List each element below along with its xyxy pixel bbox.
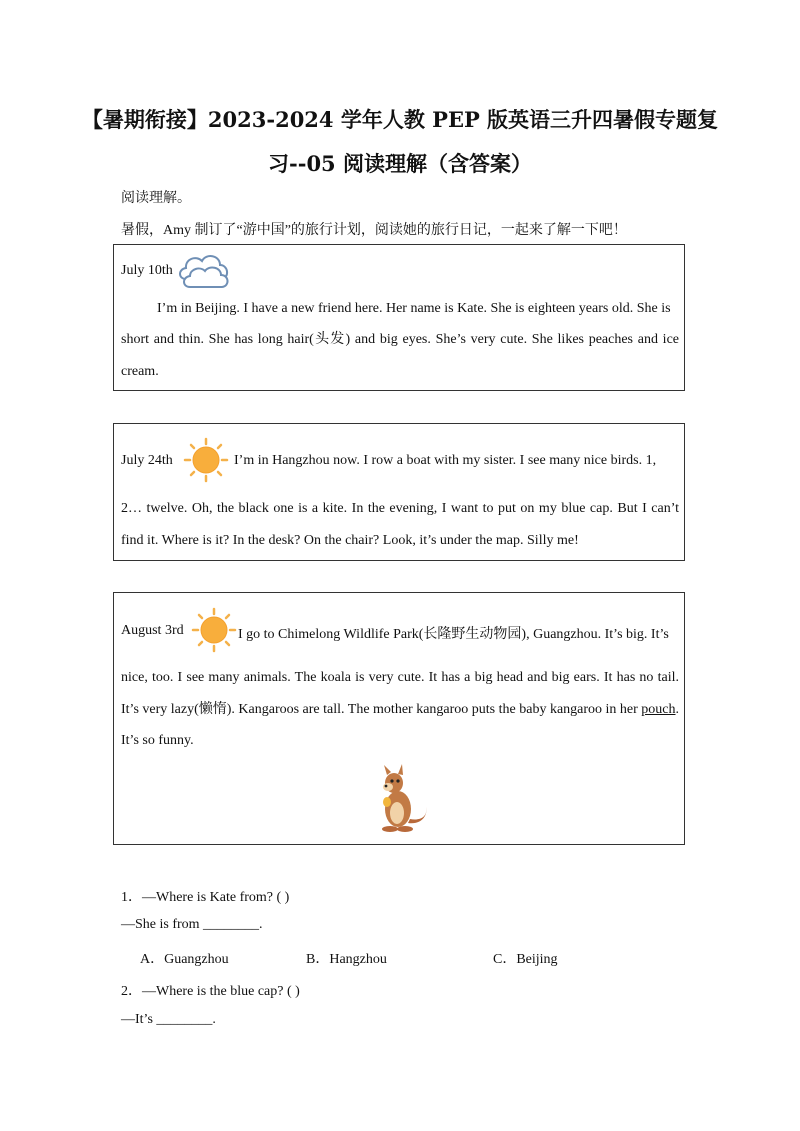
question-2-answer-line: —It’s ________. — [121, 1012, 216, 1027]
question-1-answer-line: —She is from ________. — [121, 917, 263, 932]
entry-text-rest: short and thin. She has long hair(头发) and big eyes. She’s very cute. She likes peaches and ice cream. — [121, 332, 679, 379]
kangaroo-icon — [372, 763, 432, 835]
entry-text-first: I’m in Beijing. I have a new friend here. Her name is Kate. She is eighteen years old. She is — [157, 301, 671, 316]
instruction-text: 暑假，Amy 制订了“游中国”的旅行计划，阅读她的旅行日记，一起来了解一下吧！ — [121, 223, 627, 238]
entry-text-first: I’m in Hangzhou now. I row a boat with my sister. I see many nice birds. 1, — [234, 453, 657, 468]
entry-text-first: I go to Chimelong Wildlife Park(长隆野生动物园), Guangzhou. It’s big. It’s — [238, 627, 669, 642]
diary-entry-august-3 — [113, 592, 685, 845]
question-1-stem: 1．—Where is Kate from? ( ) — [121, 890, 290, 905]
entry-text-rest — [121, 662, 679, 757]
underlined-word-pouch: pouch — [641, 701, 676, 717]
entry-text-rest-a: nice, too. I see many animals. The koala is very cute. It has a big head and big ears. It has no tail. It’s very lazy(懒惰). Kangaroos are tall. The mother kangaroo puts the baby kangaroo in her — [121, 670, 679, 717]
diary-entry-july-10 — [113, 244, 685, 391]
entry-date: July 24th — [121, 453, 173, 468]
sun-icon — [191, 607, 237, 653]
page-title-line-1: 【暑期衔接】2023-2024 学年人教 PEP 版英语三升四暑假专题复 — [81, 107, 719, 132]
entry-text-rest: 2… twelve. Oh, the black one is a kite. In the evening, I want to put on my blue cap. But I can’t find it. Where is it? In the desk? On the chair? Look, it’s under the map. Silly me! — [121, 501, 679, 548]
question-1-option-c[interactable]: C．Beijing — [493, 952, 558, 967]
section-heading: 阅读理解。 — [121, 191, 191, 206]
cloud-icon — [176, 249, 232, 293]
diary-entry-july-24 — [113, 423, 685, 561]
entry-date: August 3rd — [121, 623, 184, 638]
sun-icon — [183, 437, 229, 483]
question-2-stem: 2．—Where is the blue cap? ( ) — [121, 984, 300, 999]
entry-text-rest-b: . It’s so funny. — [121, 701, 680, 748]
question-1-option-a[interactable]: A．Guangzhou — [140, 952, 229, 967]
entry-date: July 10th — [121, 263, 173, 278]
page-title-line-2: 习--05 阅读理解（含答案） — [268, 151, 532, 176]
question-1-option-b[interactable]: B．Hangzhou — [306, 952, 387, 967]
